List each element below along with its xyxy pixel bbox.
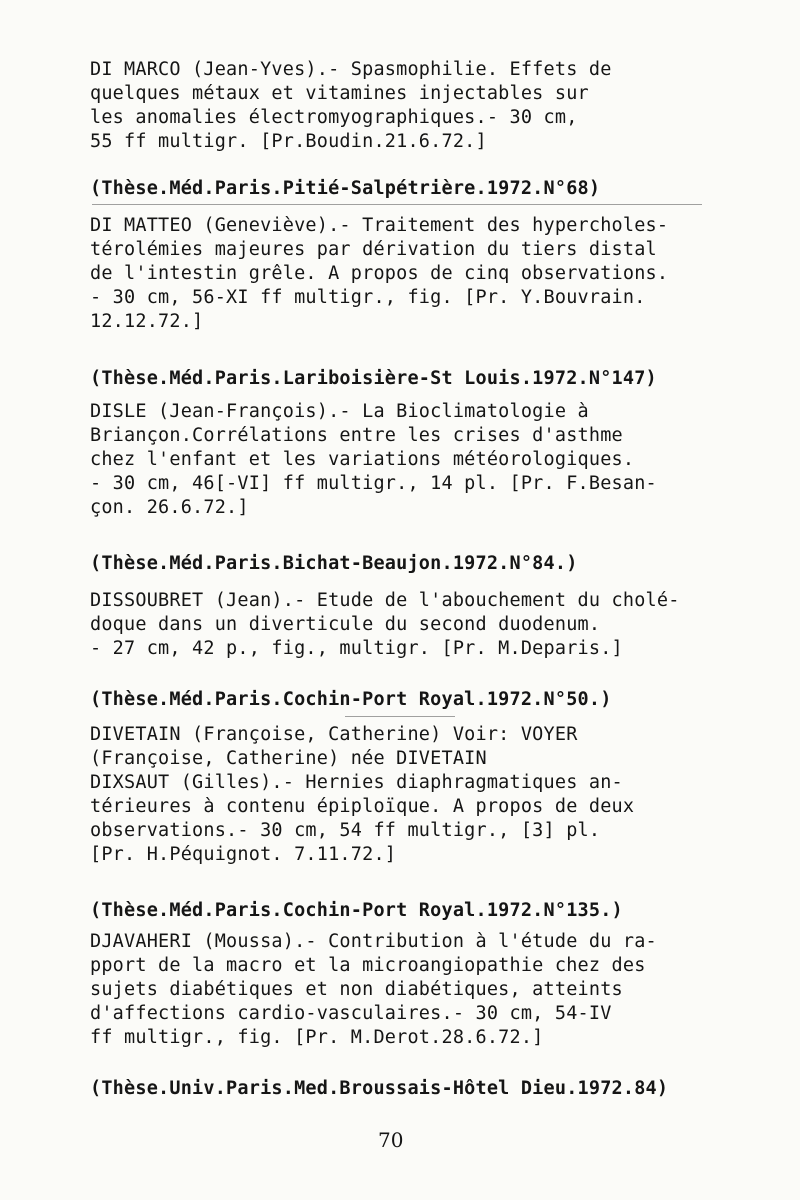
entry-line: les anomalies électromyographiques.- 30 cm, (90, 107, 578, 128)
entry-line: DIXSAUT (Gilles).- Hernies diaphragmatiques an- (90, 772, 623, 793)
entry-line: DISSOUBRET (Jean).- Etude de l'abouchement du cholé- (90, 590, 680, 611)
thesis-source: (Thèse.Méd.Paris.Cochin-Port Royal.1972.N°135.) (90, 900, 623, 921)
entry-line: doque dans un diverticule du second duodenum. (90, 614, 601, 635)
entry-line: 55 ff multigr. [Pr.Boudin.21.6.72.] (90, 131, 487, 152)
thesis-source: (Thèse.Méd.Paris.Lariboisière-St Louis.1972.N°147) (90, 368, 657, 389)
divider (345, 716, 455, 717)
entry-line: DISLE (Jean-François).- La Bioclimatologie à (90, 401, 589, 422)
thesis-source: (Thèse.Univ.Paris.Med.Broussais-Hôtel Dieu.1972.84) (90, 1078, 669, 1099)
entry-line: quelques métaux et vitamines injectables sur (90, 83, 589, 104)
entry-line: - 30 cm, 46[-VI] ff multigr., 14 pl. [Pr. F.Besan- (90, 473, 657, 494)
entry-line: de l'intestin grêle. A propos de cinq observations. (90, 263, 669, 284)
entry-line: - 27 cm, 42 p., fig., multigr. [Pr. M.Deparis.] (90, 638, 623, 659)
entry-line: Briançon.Corrélations entre les crises d'asthme (90, 425, 623, 446)
entry-line: observations.- 30 cm, 54 ff multigr., [3] pl. (90, 820, 601, 841)
entry-line: DIVETAIN (Françoise, Catherine) Voir: VOYER (90, 724, 578, 745)
entry-line: 12.12.72.] (90, 311, 204, 332)
entry-line: - 30 cm, 56-XI ff multigr., fig. [Pr. Y.Bouvrain. (90, 287, 646, 308)
bibliography-entry-disle (90, 400, 740, 520)
entry-line: pport de la macro et la microangiopathie chez des (90, 955, 646, 976)
bibliography-entry-divetain-dixsaut (90, 723, 740, 867)
divider (92, 204, 702, 205)
bibliography-entry-di-matteo (90, 214, 740, 334)
thesis-source: (Thèse.Méd.Paris.Bichat-Beaujon.1972.N°84.) (90, 553, 578, 574)
bibliography-entry-dissoubret (90, 589, 740, 661)
page-number: 70 (378, 1128, 404, 1152)
thesis-source: (Thèse.Méd.Paris.Cochin-Port Royal.1972.N°50.) (90, 689, 612, 710)
entry-line: ff multigr., fig. [Pr. M.Derot.28.6.72.] (90, 1027, 544, 1048)
entry-line: d'affections cardio-vasculaires.- 30 cm, 54-IV (90, 1003, 612, 1024)
entry-line: chez l'enfant et les variations météorologiques. (90, 449, 635, 470)
bibliography-entry-di-marco (90, 58, 740, 154)
entry-line: çon. 26.6.72.] (90, 497, 249, 518)
entry-line: DI MARCO (Jean-Yves).- Spasmophilie. Effets de (90, 59, 612, 80)
entry-line: [Pr. H.Péquignot. 7.11.72.] (90, 844, 397, 865)
entry-line: sujets diabétiques et non diabétiques, atteints (90, 979, 623, 1000)
entry-line: térolémies majeures par dérivation du tiers distal (90, 239, 657, 260)
entry-line: DI MATTEO (Geneviève).- Traitement des hypercholes- (90, 215, 669, 236)
thesis-source: (Thèse.Méd.Paris.Pitié-Salpétrière.1972.N°68) (90, 178, 601, 199)
entry-line: (Françoise, Catherine) née DIVETAIN (90, 748, 487, 769)
bibliography-entry-djavaheri (90, 930, 740, 1050)
entry-line: térieures à contenu épiploïque. A propos de deux (90, 796, 635, 817)
entry-line: DJAVAHERI (Moussa).- Contribution à l'étude du ra- (90, 931, 657, 952)
